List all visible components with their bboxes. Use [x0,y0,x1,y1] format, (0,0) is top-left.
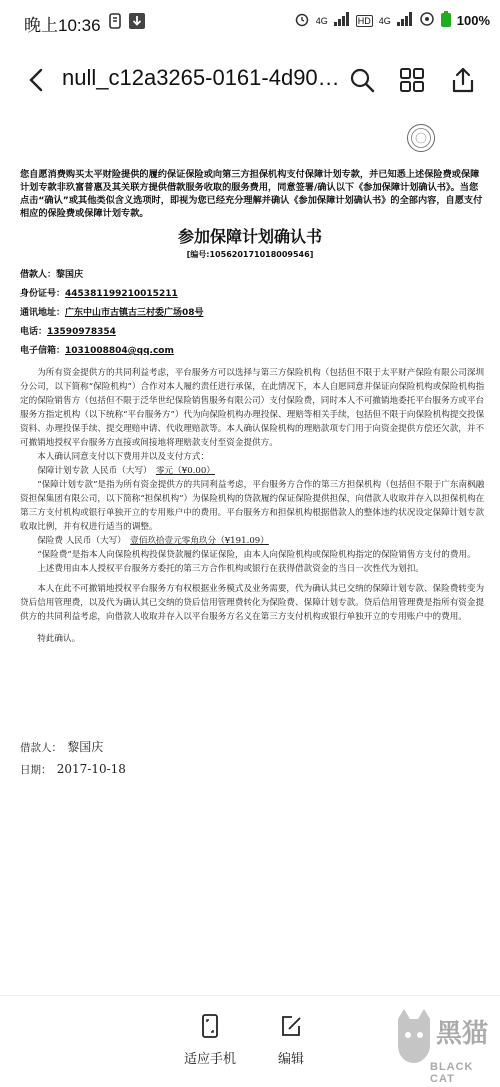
vibrate-icon [106,12,124,30]
network-label-2: 4G [378,15,391,26]
fee-guarantee-words: 零元 [155,466,174,476]
fee-line-guarantee [20,464,486,478]
watermark-en: BLACK CAT [430,1061,474,1085]
email-field [20,343,174,356]
status-time: 晚上10:36 [24,16,101,35]
signature-label: 借款人： [20,742,57,754]
signature-line [20,738,103,755]
fee-premium-words: 壹佰玖拾壹元零角玖分 [130,536,217,546]
body-paragraph-8: 本人在此不可撤销地授权平台服务方有权根据业务模式及业务需要，代为确认其已交纳的保障计划专款、保险费转变为贷后信用管理费，以及代为确认其已交纳的贷后信用管理费转化为保险费、保障计划专款。贷后信用管理费是指所有资金提供方的共同利益考虑，向借款人收取并存入以平台服务方名义在第三方支付机构或银行单独开立的专用账户中的费用。 [20,584,485,622]
document-title: 参加保障计划确认书 [177,227,322,246]
edit-label: 编辑 [277,1051,304,1066]
status-right [294,11,490,30]
hotspot-icon [419,11,435,30]
phone-value: 13590978354 [47,327,116,337]
body-paragraph-7: 上述费用由本人授权平台服务方委托的第三方合作机构或银行在获得借款资金的当日一次性代为划扣。 [37,564,424,574]
battery-text: 100% [456,13,490,28]
edit-button[interactable] [246,1014,336,1067]
edit-icon [280,1014,302,1038]
fee-guarantee-amount: （¥0.00） [173,466,215,476]
phone-label: 电话： [20,327,48,337]
date-line [20,762,126,777]
confirm-text: 特此确认。 [37,634,81,644]
fee-line-premium [20,534,486,548]
app-bar [0,52,500,108]
seal-stamp [407,124,435,152]
date-value: 2017-10-18 [56,762,126,776]
email-label: 电子信箱： [20,346,66,356]
watermark-cn: 黑猫 [436,1019,489,1049]
signal-icon-2 [397,12,413,29]
email-value: 1031008804@qq.com [65,346,174,356]
file-title: null_c12a3265-0161-4d90… [62,65,340,90]
borrower-field [20,267,83,280]
signature-name: 黎国庆 [67,740,104,754]
back-arrow-icon[interactable] [26,66,48,94]
fee-premium-amount: （¥191.09） [216,536,269,546]
fee-guarantee-label: 保障计划专款 人民币（大写） [37,466,148,476]
body-paragraph-4: “保障计划专款”是指为所有资金提供方的共同利益考虑，平台服务方合作的第三方担保机构（包括但不限于广东南枫融资担保集团有限公司，以下简称“担保机构”）为保险机构的贷款履约保证保险提供担保，向借款人收取并存入以担保机构在第三方支付机构或银行单独开立的专用账户中的费用。平台服务方和担保机构根据借款人的整体违约状况设定保障计划专款收取比例，并有权进行适当的调整。 [20,480,485,532]
document-number: [编号:105620171018009546] [186,250,314,259]
intro-paragraph: 您自愿消费购买太平财险提供的履约保证保险或向第三方担保机构支付保障计划专款，并已知悉上述保险费或保障计划专款非玖富普惠及其关联方提供借款服务收取的服务费用，同意签署/确认以下《参加保障计划确认书》。当您点击“确认”或其他类似含义选项时，即视为您已经充分理解并确认《参加保障计划确认书》的全部内容，自愿支付相应的保险费或保障计划专款。 [20,169,483,219]
address-label: 通讯地址： [20,308,66,318]
black-cat-watermark [392,1005,492,1083]
borrower-label: 借款人： [20,270,57,280]
search-icon[interactable] [348,66,376,94]
hd-badge: HD [357,15,371,26]
id-field [20,286,178,299]
grid-icon[interactable] [398,66,426,94]
phone-field [20,324,116,337]
body-paragraph-2: 本人确认同意支付以下费用并以及支付方式： [37,452,210,462]
date-label: 日期： [20,764,47,776]
status-bar [0,0,500,44]
fit-phone-label: 适应手机 [183,1051,236,1066]
network-label-1: 4G [315,15,328,26]
id-value: 445381199210015211 [65,289,178,299]
id-label: 身份证号： [20,289,66,299]
borrower-value: 黎国庆 [56,270,84,280]
battery-icon [441,11,451,30]
signal-icon [334,12,350,29]
alarm-icon [294,11,310,30]
address-field [20,305,204,318]
document-body [20,366,486,646]
fee-premium-label: 保险费 人民币（大写） [37,536,122,546]
address-value: 广东中山市古镇古三村委广场08号 [65,308,204,318]
body-paragraph-6: “保险费”是指本人向保险机构投保贷款履约保证保险，由本人向保险机构或保险机构指定的保险销售方支付的费用。 [37,550,476,560]
fit-phone-button[interactable] [165,1014,255,1067]
fit-phone-icon [199,1014,221,1038]
body-paragraph-1: 为所有资金提供方的共同利益考虑，平台服务方可以选择与第三方保险机构（包括但不限于太平财产保险有限公司深圳分公司，以下简称“保险机构”）合作对本人履约责任进行承保，在此情况下，本人自愿同意并保证向保险机构或保险机构指定的保险销售方（包括但不限于泛华世纪保险销售服务有限公司）支付保险费，同时本人不可撤销地委托平台服务方或平台服务方指定机构（以下统称“平台服务方”）代为向保险机构办理投保、理赔等相关手续，包括但不限于向保险机构提交投保资料、办理投保手续、提交理赔申请、代收理赔款等。本人确认保险机构的理赔款项专门用于向资金提供方偿还欠款，并不可撤销地授权平台服务方直接或间接地将理赔款支付至资金提供方。 [20,368,485,448]
share-icon[interactable] [449,66,477,94]
document-page [0,118,500,828]
download-icon [128,12,146,30]
